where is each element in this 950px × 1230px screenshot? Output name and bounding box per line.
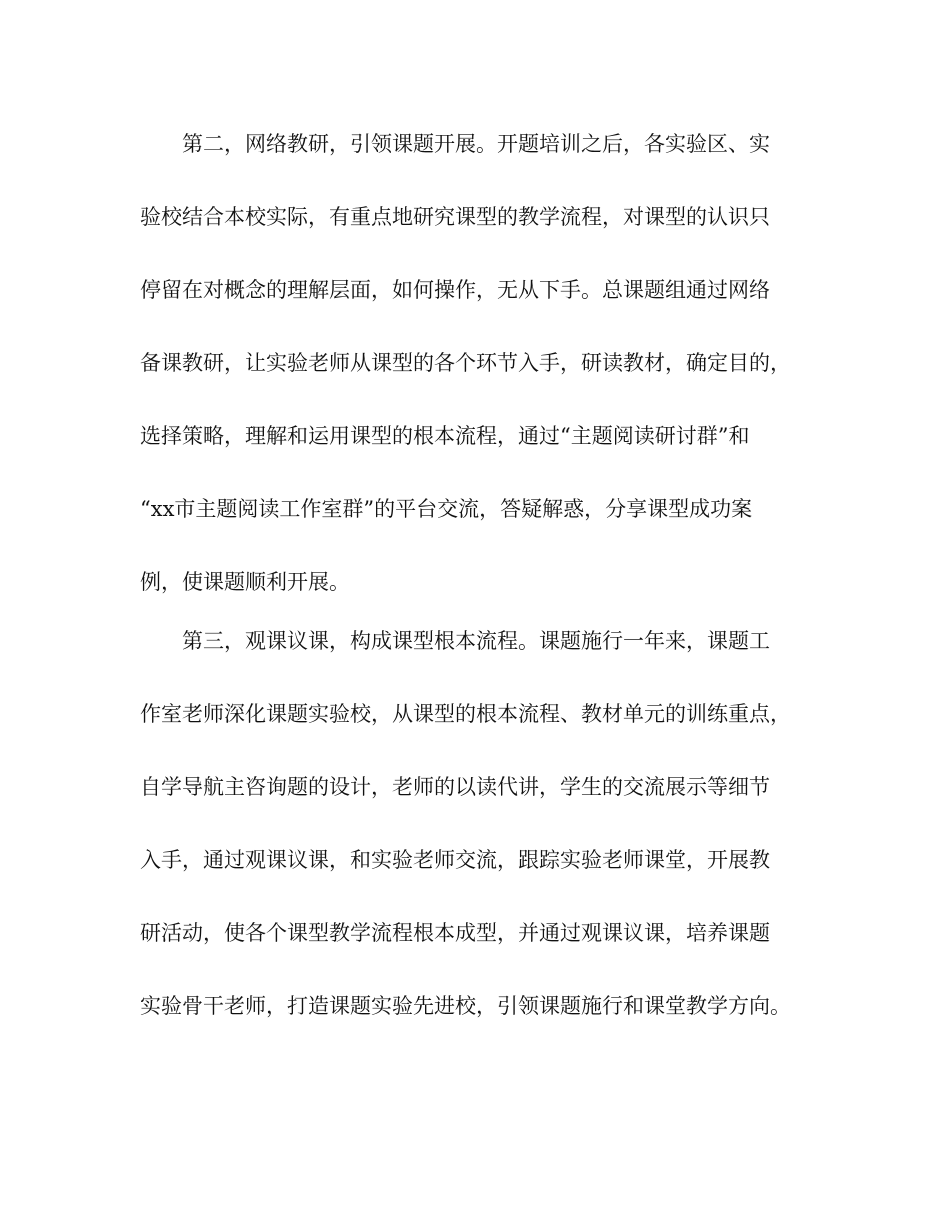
text-line: 验校结合本校实际，有重点地研究课型的教学流程，对课型的认识只 <box>140 205 770 229</box>
text-line: “xx市主题阅读工作室群”的平台交流，答疑解惑，分享课型成功案 <box>140 497 753 521</box>
text-line: 选择策略，理解和运用课型的根本流程，通过“主题阅读研讨群”和 <box>140 424 750 448</box>
text-line: 研活动，使各个课型教学流程根本成型，并通过观课议课，培养课题 <box>140 921 770 945</box>
text-line: 备课教研，让实验老师从课型的各个环节入手，研读教材，确定目的， <box>140 351 791 375</box>
text-line: 自学导航主咨询题的设计，老师的以读代讲，学生的交流展示等细节 <box>140 775 770 799</box>
text-line: 作室老师深化课题实验校，从课型的根本流程、教材单元的训练重点， <box>140 702 791 726</box>
text-line: 实验骨干老师，打造课题实验先进校，引领课题施行和课堂教学方向。 <box>140 994 791 1018</box>
text-line: 停留在对概念的理解层面，如何操作，无从下手。总课题组通过网络 <box>140 278 770 302</box>
text-line: 入手，通过观课议课，和实验老师交流，跟踪实验老师课堂，开展教 <box>140 848 770 872</box>
text-line: 第三，观课议课，构成课型根本流程。课题施行一年来，课题工 <box>182 629 770 653</box>
text-line: 第二，网络教研，引领课题开展。开题培训之后，各实验区、实 <box>182 132 770 156</box>
text-line: 例，使课题顺利开展。 <box>140 570 350 594</box>
